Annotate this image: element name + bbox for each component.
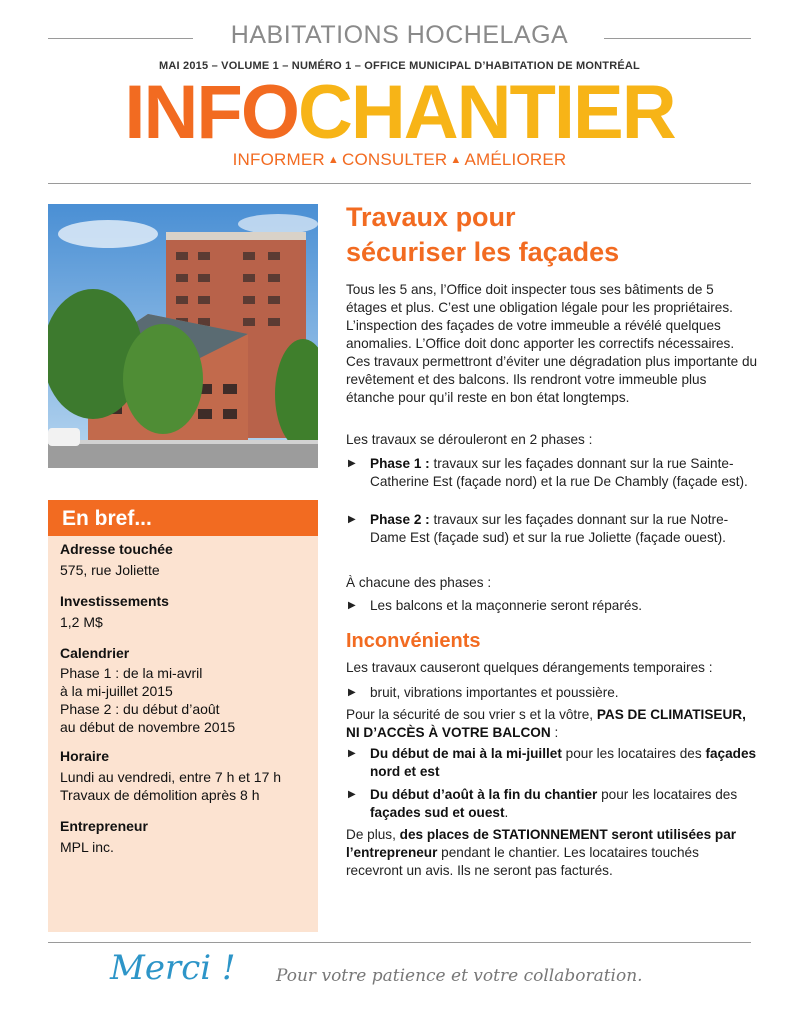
list-item-repairs (346, 597, 758, 615)
phases-intro: Les travaux se dérouleront en 2 phases : (346, 432, 593, 447)
calendar-line: Phase 1 : de la mi-avril (60, 665, 203, 681)
header-divider (48, 183, 751, 184)
address-value: 575, rue Joliette (60, 562, 160, 578)
list-item-phase-1 (346, 455, 758, 491)
investment-value: 1,2 M$ (60, 614, 103, 630)
schedule-label: Horaire (60, 748, 110, 764)
list-item-phase-2 (346, 511, 758, 547)
triangle-icon: ▲ (327, 154, 339, 166)
calendar-line: à la mi-juillet 2015 (60, 683, 173, 699)
safety-end: : (550, 725, 559, 740)
title-part-chantier: CHANTIER (297, 70, 675, 155)
bullet-arrow-icon: ▶ (348, 600, 356, 611)
calendar-line: au début de novembre 2015 (60, 719, 236, 735)
inconvenients-title: Inconvénients (346, 630, 481, 652)
each-phase-intro: À chacune des phases : (346, 575, 492, 590)
contractor-label: Entrepreneur (60, 818, 148, 834)
period-2-dates: Du début d’août à la fin du chantier (370, 787, 598, 802)
period-1-text: pour les locataires des (561, 746, 706, 761)
list-item-period-2 (346, 786, 758, 822)
header-rule-right (604, 38, 751, 39)
motto-word-2: CONSULTER (341, 150, 448, 169)
bullet-arrow-icon: ▶ (348, 748, 356, 759)
list-item-period-1 (346, 745, 758, 781)
parking-text: pendant le chantier. Les locataires touchés recevront un avis. Ils ne seront pas facturés. (346, 845, 699, 878)
bullet-arrow-icon: ▶ (348, 514, 356, 525)
bullet-arrow-icon: ▶ (348, 687, 356, 698)
bullet-arrow-icon: ▶ (348, 789, 356, 800)
newsletter-title (0, 70, 799, 156)
parking-warning: des places de STATIONNEMENT seront utilisées par l’entrepreneur (346, 827, 737, 860)
sidebar-title: En bref... (62, 507, 152, 530)
parking-pre: De plus, (346, 827, 400, 842)
sidebar-en-bref (48, 500, 318, 932)
safety-paragraph (346, 706, 758, 742)
calendar-line: Phase 2 : du début d’août (60, 701, 220, 717)
safety-warning: PAS DE CLIMATISEUR, NI D’ACCÈS À VOTRE BALCON (346, 707, 746, 740)
investment-label: Investissements (60, 593, 169, 609)
phase-1-text: travaux sur les façades donnant sur la rue Sainte-Catherine Est (façade nord) et la rue De Chambly (façade est). (370, 456, 748, 489)
article-title-line-2: sécuriser les façades (346, 237, 620, 267)
title-part-info: INFO (124, 70, 298, 155)
inconvenients-intro: Les travaux causeront quelques dérangements temporaires : (346, 660, 713, 675)
phase-2-text: travaux sur les façades donnant sur la rue Notre-Dame Est (façade sud) et sur la rue Joliette (façade ouest). (370, 512, 729, 545)
period-2-facades: façades sud et ouest (370, 805, 505, 820)
schedule-line: Travaux de démolition après 8 h (60, 787, 260, 803)
period-2-text: pour les locataires des (597, 787, 738, 802)
sidebar-header (48, 500, 318, 536)
schedule-line: Lundi au vendredi, entre 7 h et 17 h (60, 769, 282, 785)
merci-script: Merci ! (110, 948, 236, 988)
period-2-end: . (504, 805, 509, 820)
phase-2-label: Phase 2 : (370, 512, 430, 527)
triangle-icon: ▲ (450, 154, 462, 166)
bullet-arrow-icon: ▶ (348, 458, 356, 469)
contractor-value: MPL inc. (60, 839, 114, 855)
article-intro: Tous les 5 ans, l’Office doit inspecter tous ses bâtiments de 5 étages et plus. C’est une obligation légale pour les propriétaires. L’inspection des façades de votre immeuble a révélé quelques anomalies. L’Office doit donc apporter les correctifs nécessaires. Ces travaux permettront d’éviter une dégradation plus importante du revêtement et des balcons. Ils rendront votre immeuble plus étanche pour qu’il reste en bon état longtemps. (346, 282, 758, 405)
list-item-noise (346, 684, 758, 702)
safety-text: Pour la sécurité de sou vrier s et la vôtre, (346, 707, 597, 722)
address-label: Adresse touchée (60, 541, 173, 557)
period-1-facades: façades nord et est (370, 746, 757, 779)
phase-1-label: Phase 1 : (370, 456, 430, 471)
parking-paragraph (346, 826, 758, 880)
motto (0, 150, 799, 170)
motto-word-1: INFORMER (232, 150, 325, 169)
article-title-line-1: Travaux pour (346, 202, 516, 232)
building-photo (48, 204, 318, 468)
noise-text: bruit, vibrations importantes et poussière. (370, 685, 619, 700)
article-title (346, 200, 766, 270)
issue-info: MAI 2015 – VOLUME 1 – NUMÉRO 1 – OFFICE MUNICIPAL D’HABITATION DE MONTRÉAL (159, 60, 640, 72)
repairs-text: Les balcons et la maçonnerie seront réparés. (370, 598, 643, 613)
calendar-label: Calendrier (60, 645, 130, 661)
organization-name: HABITATIONS HOCHELAGA (230, 21, 569, 49)
motto-word-3: AMÉLIORER (464, 150, 567, 169)
footer-divider (48, 942, 751, 943)
period-1-dates: Du début de mai à la mi-juillet (370, 746, 562, 761)
thanks-text: Pour votre patience et votre collaboration. (276, 966, 643, 986)
